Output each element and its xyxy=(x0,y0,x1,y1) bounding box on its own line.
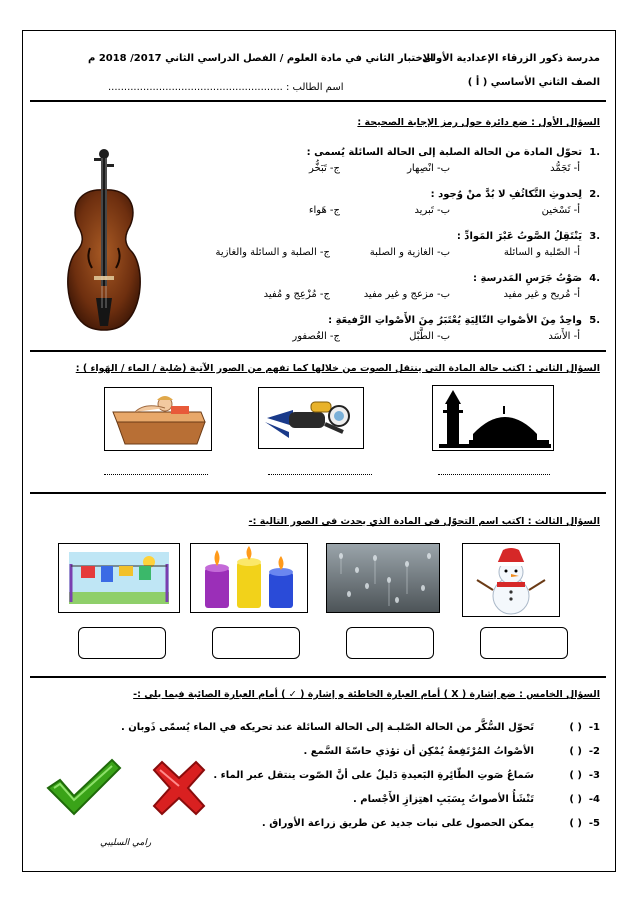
option-b[interactable]: ب- انْصِهار xyxy=(407,163,450,174)
divider xyxy=(30,100,606,102)
divider xyxy=(30,676,606,678)
q2-title: السؤال الثاني : اكتب حالة المادة التي ينتقل الصوت من خلالها كما تفهم من الصور الآتية (صُلبة / الماء / الهَواء ) : xyxy=(75,363,600,374)
option-a[interactable]: أ- تَجَمُّد xyxy=(550,163,580,174)
question-text: يَنْتَقِلُ الصَّوتُ عَبْرَ المَوادِّ : xyxy=(456,231,582,242)
answer-box[interactable] xyxy=(78,627,166,659)
snowman-icon xyxy=(462,543,560,617)
statement-text: تَنْشَأُ الأصواتُ بِسَبَبِ اهتِزازِ الأَجْسام . xyxy=(352,794,534,805)
option-b[interactable]: ب- تَبريد xyxy=(414,205,450,216)
statement-text: سَماعُ صَوتِ الطّائِرةِ البَعيدةِ دَليلٌ على أنَّ الصّوت ينتقل عبر الماء . xyxy=(213,770,534,781)
statement-text: الأصْواتُ المُرْتَفِعةُ يُمْكِن أن تؤذي حاسّةَ السَّمع . xyxy=(303,746,534,757)
q3-title: السؤال الثالث : اكتب اسم التحوّل في المادة الذي يحدث في الصور التالية :- xyxy=(248,516,600,527)
student-name-field[interactable]: اسم الطالب : ....................................................... xyxy=(108,82,344,93)
statement-text: تَحوّل السُّكَّر من الحالة الصّلبـة إلى الحالة السائلة عند تحريكه في الماء يُسمّى ذَوبان . xyxy=(120,722,534,733)
exam-title: الاختبار الثاني في مادة العلوم / الفصل الدراسي الثاني 2017/ 2018 م xyxy=(88,53,434,64)
grade-label: الصف الثاني الأساسي ( أ ) xyxy=(467,77,600,88)
q1-title: السؤال الأول : ضع دائرة حول رمز الإجابة الصحيحة : xyxy=(357,117,600,128)
statement-row: -2 ( ) الأصْواتُ المُرْتَفِعةُ يُمْكِن أن تؤذي حاسّةَ السَّمع . xyxy=(303,746,600,757)
candles-icon xyxy=(190,543,308,613)
option-c[interactable]: ج- الصلبة و السائلة والغازية xyxy=(215,247,330,258)
question-text: تحوّل المادة من الحالة الصلبة إلى الحالة السائلة يُسمى : xyxy=(306,147,582,158)
option-b[interactable]: ب- الغازية و الصلبة xyxy=(369,247,450,258)
checkmark-icon xyxy=(44,756,124,818)
statement-row: -1 ( ) تَحوّل السُّكَّر من الحالة الصّلبـة إلى الحالة السائلة عند تحريكه في الماء يُسمّى ذَوبان . xyxy=(120,722,600,733)
option-c[interactable]: ج- هَواء xyxy=(308,205,340,216)
statement-text: يمكن الحصول على نبات جديد عن طريق زراعة الأوراق . xyxy=(261,818,534,829)
q1-items xyxy=(160,147,600,357)
option-c[interactable]: ج- مُزْعِج و مُفيد xyxy=(263,289,330,300)
answer-line[interactable] xyxy=(438,474,550,475)
answer-paren[interactable]: ( ) xyxy=(569,746,582,757)
divider xyxy=(30,350,606,352)
answer-box[interactable] xyxy=(346,627,434,659)
laundry-icon xyxy=(58,543,180,613)
answer-paren[interactable]: ( ) xyxy=(569,722,582,733)
answer-paren[interactable]: ( ) xyxy=(569,770,582,781)
question-text: واحِدٌ مِنَ الأصْواتِ التّالِيَةِ يُعْتَبَرُ مِنَ الأَصْواتِ الرَّفيعَةِ : xyxy=(328,315,582,326)
statement-row: -4 ( ) تَنْشَأُ الأصواتُ بِسَبَبِ اهتِزازِ الأَجْسام . xyxy=(352,794,600,805)
q5-title: السؤال الخامس : ضع إشارة ( X ) أمام العبارة الخاطئة و إشارة ( ✓ ) أمام العبارة الصائبة فيما يلي :- xyxy=(133,689,600,700)
cross-icon xyxy=(148,758,210,818)
violin-icon xyxy=(60,148,148,338)
answer-box[interactable] xyxy=(212,627,300,659)
q1-item: 1. تحوّل المادة من الحالة الصلبة إلى الحالة السائلة يُسمى : أ- تَجَمُّد ب- انْصِهار ج- تَبَخُّر xyxy=(306,147,600,174)
answer-line[interactable] xyxy=(268,474,372,475)
answer-line[interactable] xyxy=(104,474,208,475)
option-a[interactable]: أ- تَسْخين xyxy=(541,205,580,216)
q1-item: 3. يَنْتَقِلُ الصَّوتُ عَبْرَ المَوادِّ : أ- الصّلبة و السائلة ب- الغازية و الصلبة ج- الصلبة و السائلة والغازية xyxy=(215,231,600,258)
answer-box[interactable] xyxy=(480,627,568,659)
q1-item: 4. صَوْتُ جَرَسِ المَدرسةِ : أ- مُريح و غير مفيد ب- مزعج و غير مفيد ج- مُزْعِج و مُفيد xyxy=(263,273,600,300)
option-b[interactable]: ب- مزعج و غير مفيد xyxy=(363,289,450,300)
signature: رامي السليبي xyxy=(100,838,152,848)
school-name: مدرسة ذكور الزرقاء الإعدادية الأولى xyxy=(422,53,600,64)
option-b[interactable]: ب- الطَّبْل xyxy=(409,331,450,342)
answer-paren[interactable]: ( ) xyxy=(569,818,582,829)
option-c[interactable]: ج- تَبَخُّر xyxy=(308,163,340,174)
answer-paren[interactable]: ( ) xyxy=(569,794,582,805)
desk-icon xyxy=(104,387,212,451)
option-a[interactable]: أ- الأَسَد xyxy=(548,331,580,342)
option-a[interactable]: أ- الصّلبة و السائلة xyxy=(503,247,580,258)
statement-row: -3 ( ) سَماعُ صَوتِ الطّائِرةِ البَعيدةِ دَليلٌ على أنَّ الصّوت ينتقل عبر الماء . xyxy=(213,770,600,781)
divider xyxy=(30,492,606,494)
option-a[interactable]: أ- مُريح و غير مفيد xyxy=(503,289,580,300)
statement-row: -5 ( ) يمكن الحصول على نبات جديد عن طريق زراعة الأوراق . xyxy=(261,818,600,829)
window-rain-icon xyxy=(326,543,440,613)
question-text: صَوْتُ جَرَسِ المَدرسةِ : xyxy=(473,273,582,284)
q5-statements xyxy=(120,722,600,842)
q1-item: 2. لِحدوثِ التَّكاثُفِ لا بُدَّ منْ وُجود : أ- تَسْخين ب- تَبريد ج- هَواء xyxy=(308,189,600,216)
option-c[interactable]: ج- العُصفور xyxy=(292,331,340,342)
q1-item: 5. واحِدٌ مِنَ الأصْواتِ التّالِيَةِ يُعْتَبَرُ مِنَ الأَصْواتِ الرَّفيعَةِ : أ- الأَسَد ب- الطَّبْل ج- العُصفور xyxy=(292,315,600,342)
mosque-icon xyxy=(432,385,554,451)
diver-icon xyxy=(258,387,364,449)
question-text: لِحدوثِ التَّكاثُفِ لا بُدَّ منْ وُجود : xyxy=(430,189,582,200)
